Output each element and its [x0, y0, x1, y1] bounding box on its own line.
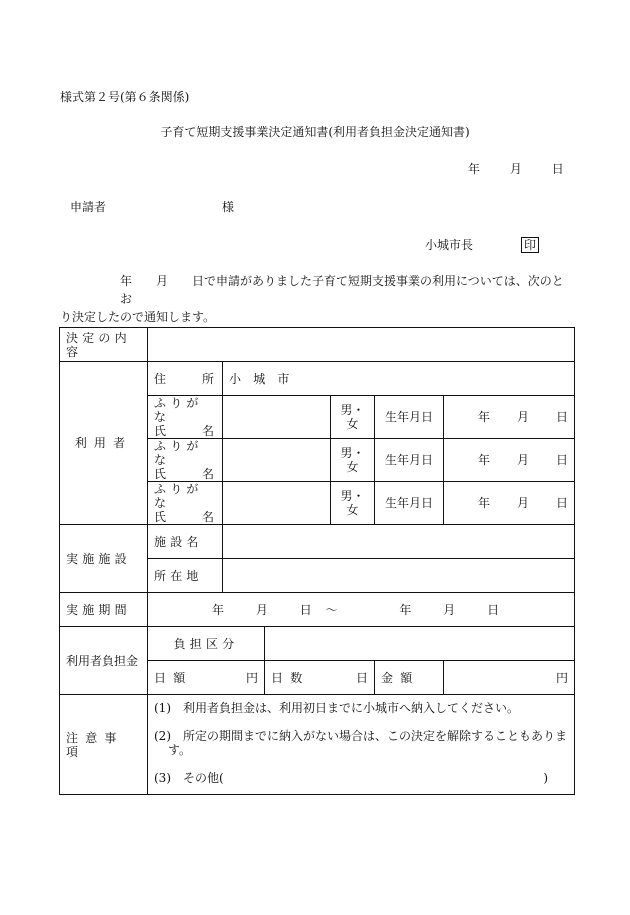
period-label: 実施期間	[60, 593, 148, 627]
birthdate-value-1: 年 月 日	[444, 396, 575, 439]
notice-line-1: 年 月 日で申請がありました子育て短期支援事業の利用については、次のとお	[120, 274, 564, 306]
name-label-cell: ふりがな 氏 名	[148, 482, 223, 525]
daily-amount-label: 日額	[154, 670, 193, 685]
address-label-cell: 住 所	[148, 362, 223, 396]
notice-body	[60, 272, 575, 326]
date-day: 日	[551, 162, 564, 176]
mayor-line	[425, 236, 539, 253]
decision-row	[60, 328, 575, 362]
notes-content	[148, 695, 575, 795]
gender-3: 男・女	[331, 482, 375, 525]
amount-yen: 円	[444, 661, 575, 695]
address-row	[60, 362, 575, 396]
furigana-label: ふりがな	[154, 396, 203, 424]
birthdate-label-3: 生年月日	[375, 482, 444, 525]
user-label: 利用者	[74, 436, 133, 450]
facility-name-value	[223, 525, 575, 559]
facility-label: 実施施設	[60, 525, 148, 593]
facility-name-label: 施設名	[148, 525, 223, 559]
days-label: 日数	[271, 670, 310, 685]
name-label-cell: ふりがな 氏 名	[148, 396, 223, 439]
facility-location-label: 所在地	[148, 559, 223, 593]
amount-label: 金額	[375, 661, 444, 695]
address-value: 小 城 市	[223, 362, 575, 396]
decision-form-table	[59, 327, 575, 795]
name-label-cell: ふりがな 氏 名	[148, 439, 223, 482]
mayor-title: 小城市長	[425, 238, 474, 252]
user-label-cell	[60, 362, 148, 525]
user-name-3	[223, 482, 331, 525]
document-title: 子育て短期支援事業決定通知書(利用者負担金決定通知書)	[160, 125, 470, 139]
days-cell	[265, 661, 375, 695]
form-number: 様式第２号(第６条関係)	[60, 90, 190, 104]
note-3: (3) その他( )	[154, 771, 548, 785]
gender-2: 男・女	[331, 439, 375, 482]
daily-yen: 円	[245, 670, 258, 685]
days-unit: 日	[355, 670, 368, 685]
user-name-1	[223, 396, 331, 439]
period-tilde: ～	[325, 602, 338, 617]
notice-line-2: り決定したので通知します。	[60, 310, 216, 324]
user-name-2	[223, 439, 331, 482]
birthdate-value-2: 年 月 日	[444, 439, 575, 482]
facility-name-row	[60, 525, 575, 559]
applicant-honorific: 様	[222, 200, 235, 214]
seal-stamp: 印	[521, 237, 539, 253]
birthdate-label-1: 生年月日	[375, 396, 444, 439]
birthdate-label-2: 生年月日	[375, 439, 444, 482]
furigana-label: ふりがな	[154, 439, 203, 467]
furigana-label: ふりがな	[154, 482, 203, 510]
decision-content-cell	[148, 328, 575, 362]
date-year: 年	[468, 162, 481, 176]
decision-label: 決定の内容	[60, 328, 148, 362]
issue-date	[468, 160, 564, 177]
period-value: 年 月 日 ～ 年 月 日	[148, 593, 575, 627]
fee-label: 利用者負担金	[60, 627, 148, 695]
fee-category-label: 負担区分	[148, 627, 265, 661]
period-row	[60, 593, 575, 627]
fee-category-value	[265, 627, 575, 661]
daily-amount-cell	[148, 661, 265, 695]
applicant-line	[70, 198, 234, 215]
note-2: (2) 所定の期間までに納入がない場合は、この決定を解除することもあります。	[154, 729, 568, 757]
notes-label: 注意事項	[60, 695, 148, 795]
applicant-label: 申請者	[70, 200, 107, 214]
note-1: (1) 利用者負担金は、利用初日までに小城市へ納入してください。	[154, 701, 520, 715]
notes-row	[60, 695, 575, 795]
date-month: 月	[509, 162, 522, 176]
gender-1: 男・女	[331, 396, 375, 439]
birthdate-value-3: 年 月 日	[444, 482, 575, 525]
fee-category-row	[60, 627, 575, 661]
facility-location-value	[223, 559, 575, 593]
